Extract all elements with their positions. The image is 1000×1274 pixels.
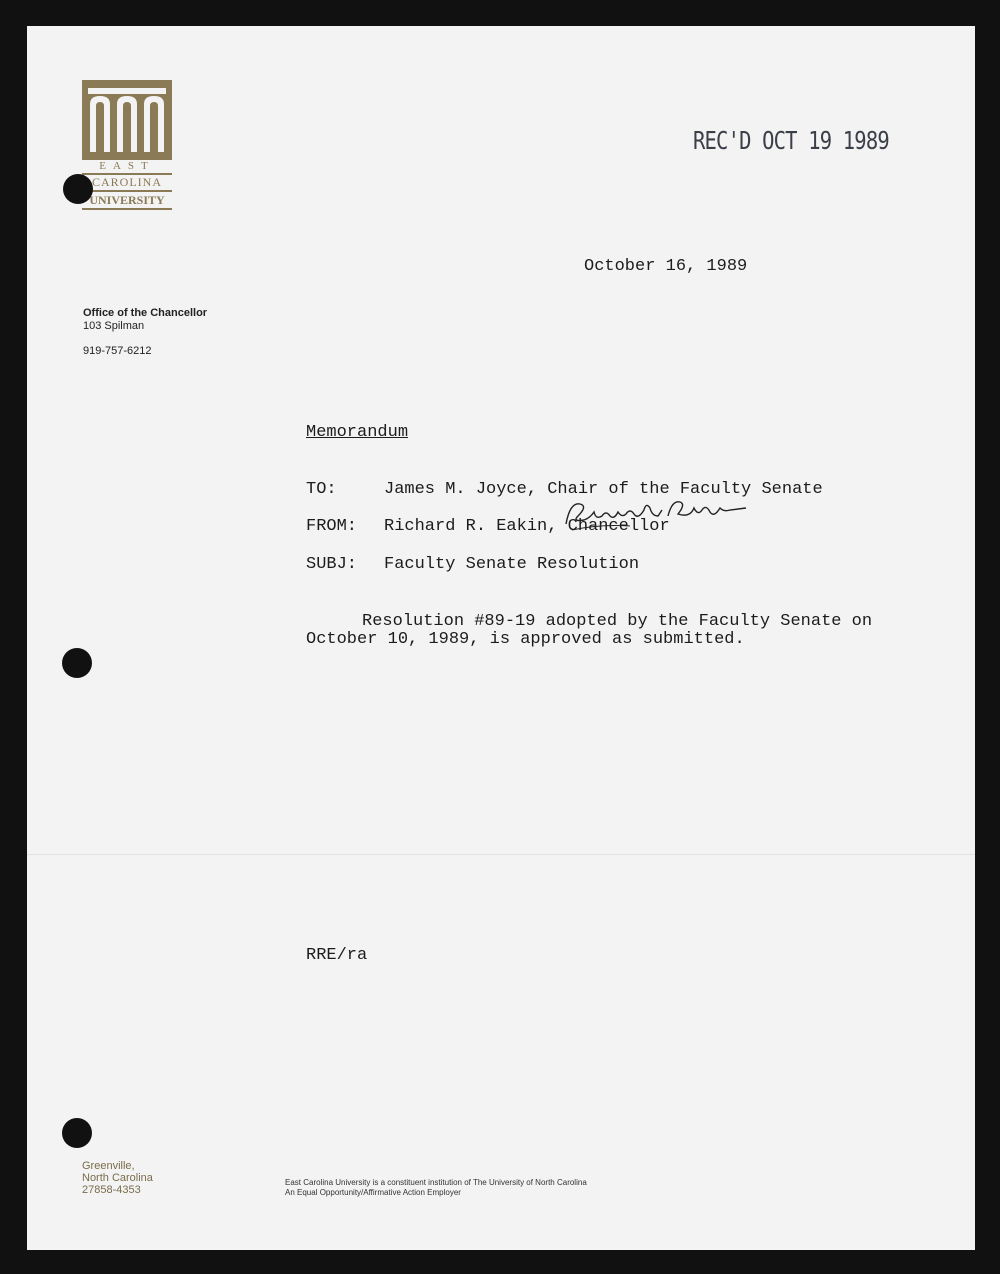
logo-line-university: UNIVERSITY — [82, 192, 172, 210]
university-logo — [82, 80, 172, 210]
subj-label: SUBJ: — [306, 555, 358, 574]
footer-state: North Carolina — [82, 1172, 153, 1184]
office-phone: 919-757-6212 — [83, 345, 152, 357]
from-value: Richard R. Eakin, Chancellor — [384, 517, 670, 536]
footer-statement-1: East Carolina University is a constituent institution of The University of North Carolina — [285, 1178, 587, 1187]
office-title: Office of the Chancellor — [83, 307, 208, 319]
logo-wordmark — [82, 160, 172, 210]
punch-hole-top — [63, 174, 93, 204]
memo-heading: Memorandum — [306, 423, 409, 442]
fold-line — [27, 854, 975, 855]
letter-page — [27, 26, 975, 1250]
office-address: 103 Spilman — [83, 320, 145, 332]
from-label: FROM: — [306, 517, 358, 536]
footer-statement-2: An Equal Opportunity/Affirmative Action Employer — [285, 1188, 461, 1197]
logo-line-east: EAST — [99, 160, 155, 172]
footer-statement — [285, 1178, 587, 1198]
to-value: James M. Joyce, Chair of the Faculty Senate — [384, 480, 823, 499]
punch-hole-bottom — [62, 1118, 92, 1148]
body-line-2: October 10, 1989, is approved as submitted. — [306, 630, 745, 649]
logo-line-carolina: CAROLINA — [82, 173, 172, 192]
logo-mark-icon — [82, 80, 172, 160]
subj-value: Faculty Senate Resolution — [384, 555, 640, 574]
footer-address — [82, 1160, 153, 1196]
to-label: TO: — [306, 480, 337, 499]
letter-date: October 16, 1989 — [584, 257, 748, 276]
punch-hole-middle — [62, 648, 92, 678]
chancellor-signature — [560, 494, 750, 534]
memo-initials: RRE/ra — [306, 946, 368, 965]
office-block — [83, 307, 207, 333]
received-stamp: REC'D OCT 19 1989 — [693, 126, 889, 155]
footer-city: Greenville, — [82, 1160, 135, 1172]
body-line-1: Resolution #89-19 adopted by the Faculty Senate on — [362, 612, 873, 631]
footer-zip: 27858-4353 — [82, 1184, 141, 1196]
